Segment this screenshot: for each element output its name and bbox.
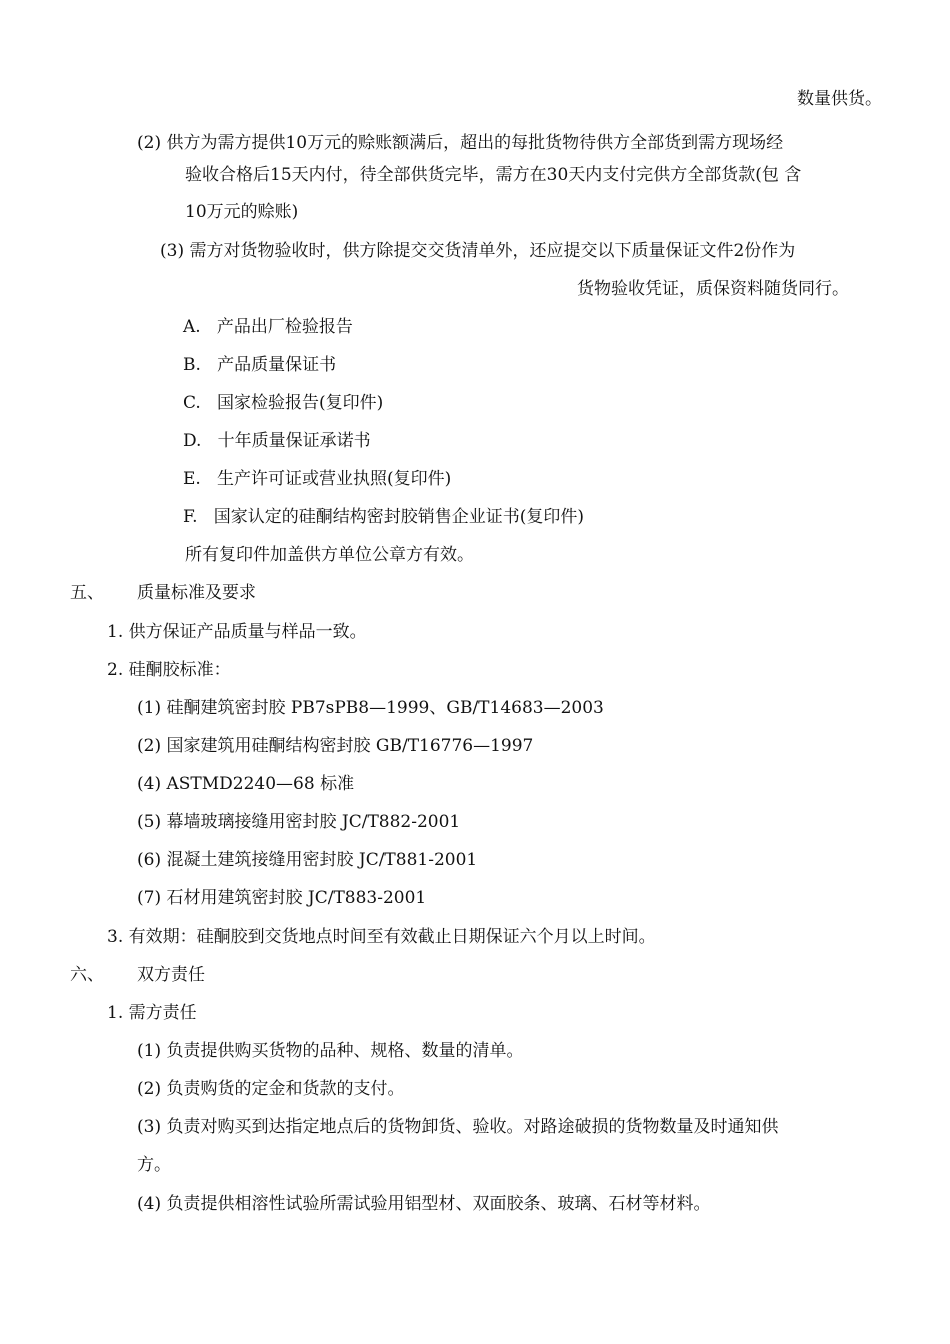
section-heading: 质量标准及要求 — [137, 583, 256, 603]
doc-item-letter: A. — [183, 317, 201, 337]
standard-item: (1) 硅酮建筑密封胶 PB7sPB8—1999、GB/T14683—2003 — [137, 698, 604, 718]
standard-item: (7) 石材用建筑密封胶 JC/T883-2001 — [137, 888, 427, 908]
payment-clause-2-line2: 验收合格后15天内付，待全部供货完毕，需方在30天内支付完供方全部货款(包 含 — [185, 165, 802, 185]
doc-item-text: 产品出厂检验报告 — [216, 317, 353, 337]
payment-clause-2-line3: 10万元的赊账) — [185, 202, 299, 222]
doc-item — [183, 392, 383, 414]
standard-item: (2) 国家建筑用硅酮结构密封胶 GB/T16776—1997 — [137, 736, 534, 756]
section-item: 2. 硅酮胶标准： — [107, 660, 231, 680]
doc-item — [183, 430, 371, 452]
standard-item: (4) ASTMD2240—68 标准 — [137, 774, 355, 794]
doc-item — [183, 468, 451, 490]
duty-item: (2) 负责购货的定金和货款的支付。 — [137, 1079, 405, 1099]
standard-item: (5) 幕墙玻璃接缝用密封胶 JC/T882-2001 — [137, 812, 461, 832]
duty-item: (1) 负责提供购买货物的品种、规格、数量的清单。 — [137, 1041, 524, 1061]
doc-item-letter: C. — [183, 393, 201, 413]
duty-item-continuation: 方。 — [137, 1155, 171, 1175]
doc-item-letter: E. — [183, 469, 201, 489]
section-item: 1. 供方保证产品质量与样品一致。 — [107, 622, 367, 642]
payment-clause-3-line1: (3) 需方对货物验收时，供方除提交交货清单外，还应提交以下质量保证文件2份作为 — [160, 241, 796, 261]
section-number: 五、 — [70, 583, 104, 603]
doc-item-text: 国家检验报告(复印件) — [217, 393, 384, 413]
doc-item-letter: F. — [183, 507, 198, 527]
section-item: 1. 需方责任 — [107, 1003, 197, 1023]
doc-item-text: 国家认定的硅酮结构密封胶销售企业证书(复印件) — [213, 507, 585, 527]
copies-note: 所有复印件加盖供方单位公章方有效。 — [185, 545, 474, 565]
doc-item — [183, 506, 584, 528]
doc-item-text: 生产许可证或营业执照(复印件) — [217, 469, 452, 489]
payment-clause-2-line1: (2) 供方为需方提供10万元的赊账额满后，超出的每批货物待供方全部货到需方现场经 — [137, 133, 784, 153]
doc-item — [183, 316, 353, 338]
doc-item-letter: B. — [183, 355, 201, 375]
doc-item-letter: D. — [183, 431, 202, 451]
section-number: 六、 — [70, 965, 104, 985]
section-item: 3. 有效期：硅酮胶到交货地点时间至有效截止日期保证六个月以上时间。 — [107, 927, 656, 947]
doc-item — [183, 354, 336, 376]
duty-item: (3) 负责对购买到达指定地点后的货物卸货、验收。对路途破损的货物数量及时通知供 — [137, 1117, 779, 1137]
duty-item: (4) 负责提供相溶性试验所需试验用铝型材、双面胶条、玻璃、石材等材料。 — [137, 1194, 711, 1214]
payment-clause-3-line2: 货物验收凭证，质保资料随货同行。 — [577, 279, 849, 299]
doc-item-text: 十年质量保证承诺书 — [217, 431, 371, 451]
section-heading: 双方责任 — [137, 965, 205, 985]
doc-item-text: 产品质量保证书 — [217, 355, 337, 375]
standard-item: (6) 混凝土建筑接缝用密封胶 JC/T881-2001 — [137, 850, 478, 870]
paragraph-line: 数量供货。 — [797, 89, 882, 109]
